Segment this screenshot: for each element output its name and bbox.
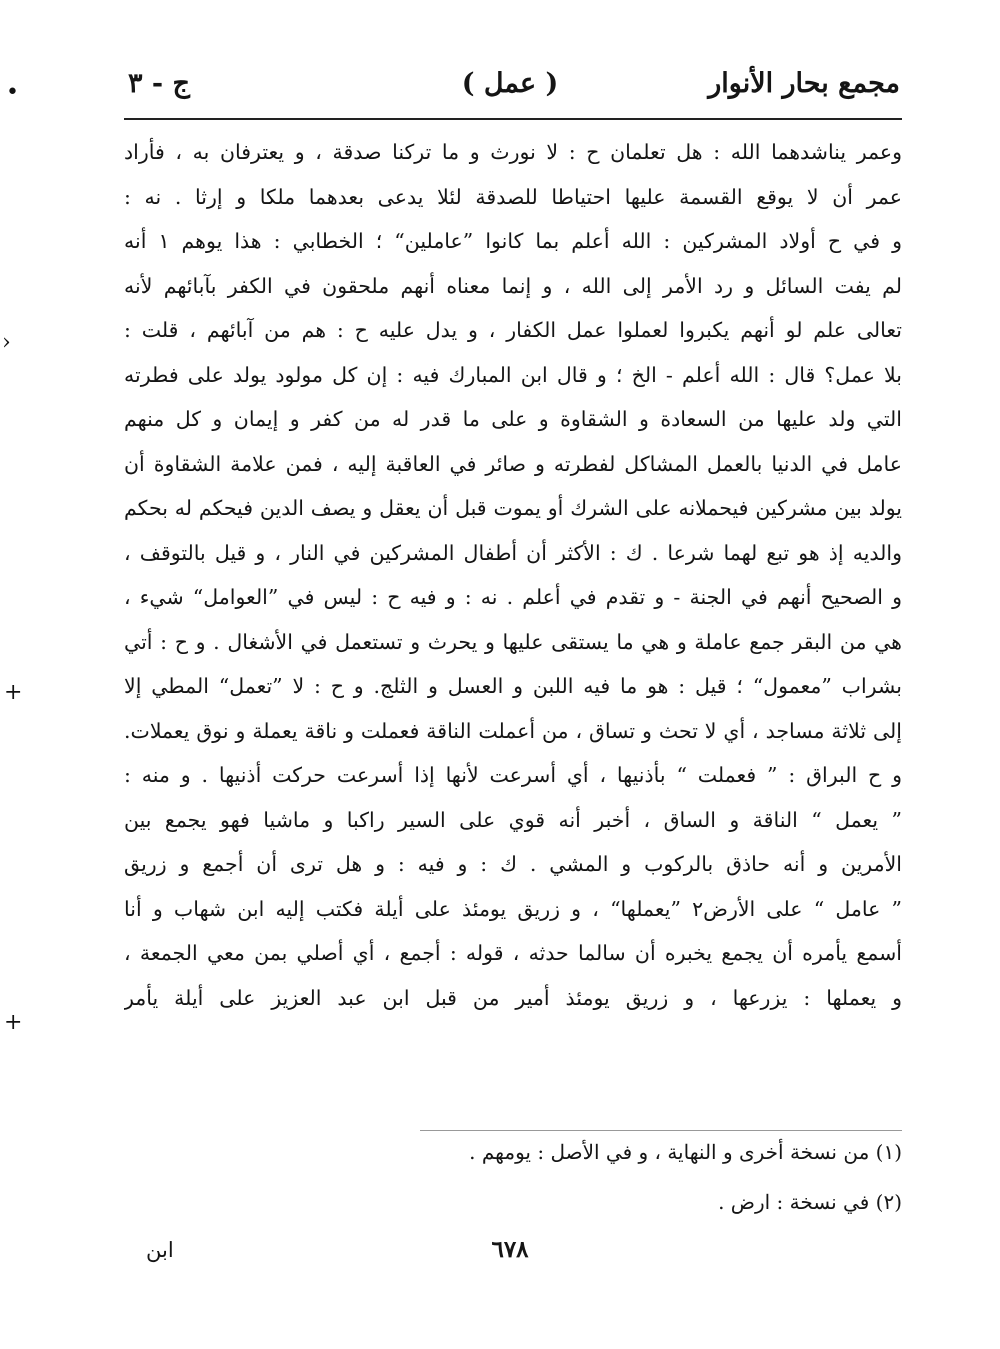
header-rule — [124, 118, 902, 120]
text-line: يولد بين مشركين فيحملانه على الشرك أو يموت قبل أن يعقل و يصف الدين فيحكم له بحكم — [124, 496, 902, 520]
text-line: تعالى علم لو أنهم يكبروا لعملوا عمل الكفار ، و يدل عليه ح : هم من آبائهم ، قلت : — [124, 318, 902, 342]
text-line: والديه إذ هو تبع لهما شرعا . ك : الأكثر أن أطفال المشركين في النار ، و قيل بالتوقف ، — [124, 540, 902, 565]
footnote-rule — [420, 1130, 902, 1131]
page-number: ٦٧٨ — [491, 1236, 529, 1263]
margin-speck: + — [4, 680, 23, 705]
text-line: هي من البقر جمع عاملة و هي ما يستقى عليها و يحرث و تستعمل في الأشغال . و ح : أتي — [124, 629, 902, 654]
footnote-2: (٢) في نسخة : ارض . — [718, 1190, 902, 1214]
catchword: ابن — [146, 1238, 174, 1262]
text-line: ” يعمل “ الناقة و الساق ، أخبر أنه قوي على السير راكبا و ماشيا فهو يجمع بين — [124, 807, 902, 832]
text-line: إلى ثلاثة مساجد ، أي لا تحث و تساق ، من أعملت الناقة فعملت و ناقة يعملة و نوق يعملات. — [124, 718, 902, 743]
text-line: لم يفت السائل و رد الأمر إلى الله ، و إنما معناه أنهم ملحقون في الكفر بآبائهم لأنه — [124, 273, 902, 298]
running-head-volume: ج - ٣ — [128, 68, 190, 99]
text-line: ” عامل “ على الأرض٢ ”يعملها“ ، و زريق يومئذ على أيلة فكتب إليه ابن شهاب و أنا — [124, 896, 902, 921]
text-line: و الصحيح أنهم في الجنة - و تقدم في أعلم . نه : و فيه ح : ليس في ”العوامل“ شيء ، — [124, 585, 902, 609]
text-line: و في ح أولاد المشركين : الله أعلم بما كانوا ”عاملين“ ؛ الخطابي : هذا يوهم ١ أنه — [124, 229, 902, 253]
running-head-title: مجمع بحار الأنوار — [708, 68, 900, 99]
text-line: بلا عمل؟ قال : الله أعلم - الخ ؛ و قال ابن المبارك فيه : إن كل مولود يولد على فطرته — [124, 362, 902, 387]
footnote-1: (١) من نسخة أخرى و النهاية ، و في الأصل : يومهم . — [469, 1140, 902, 1164]
text-line: عمر أن لا يوقع القسمة عليها احتياطا للصدقة لئلا يدعى بعدهما ملكا و إرثا . نه : — [124, 184, 902, 209]
text-line: و ح البراق : ” فعملت “ بأذنيها ، أي أسرعت لأنها إذا أسرعت حركت أذنيها . و منه : — [124, 763, 902, 787]
text-line: أسمع يأمره أن يجمع يخبره أن سالما حدثه ، قوله : أجمع ، أي أصلي بمن معي الجمعة ، — [124, 941, 902, 965]
margin-speck: + — [4, 1010, 23, 1035]
text-line: التي ولد عليها من السعادة و الشقاوة و على ما قدر له من كفر و إيمان و كل منهم — [124, 407, 902, 431]
text-line: عامل في الدنيا بالعمل المشاكل لفطرته و صائر في العاقبة إليه ، فمن علامة الشقاوة أن — [124, 451, 902, 476]
main-text — [124, 130, 902, 1020]
text-line: الأمرين و أنه حاذق بالركوب و المشي . ك : و فيه : و هل ترى أن أجمع و زريق — [124, 852, 902, 876]
text-line: و يعملها : يزرعها ، و زريق يومئذ أمير من قبل ابن عبد العزيز على أيلة يأمر — [124, 985, 902, 1010]
margin-speck: › — [2, 330, 11, 355]
text-line: بشراب ”معمول“ ؛ قيل : هو ما فيه اللبن و العسل و الثلج. و ح : لا ”تعمل“ المطي إلا — [124, 674, 902, 698]
text-line: وعمر يناشدهما الله : هل تعلمان ح : لا نورث و ما تركنا صدقة ، و يعترفان به ، فأراد — [124, 140, 902, 164]
running-head-entry: ( عمل ) — [461, 68, 559, 99]
margin-speck: • — [6, 80, 19, 105]
